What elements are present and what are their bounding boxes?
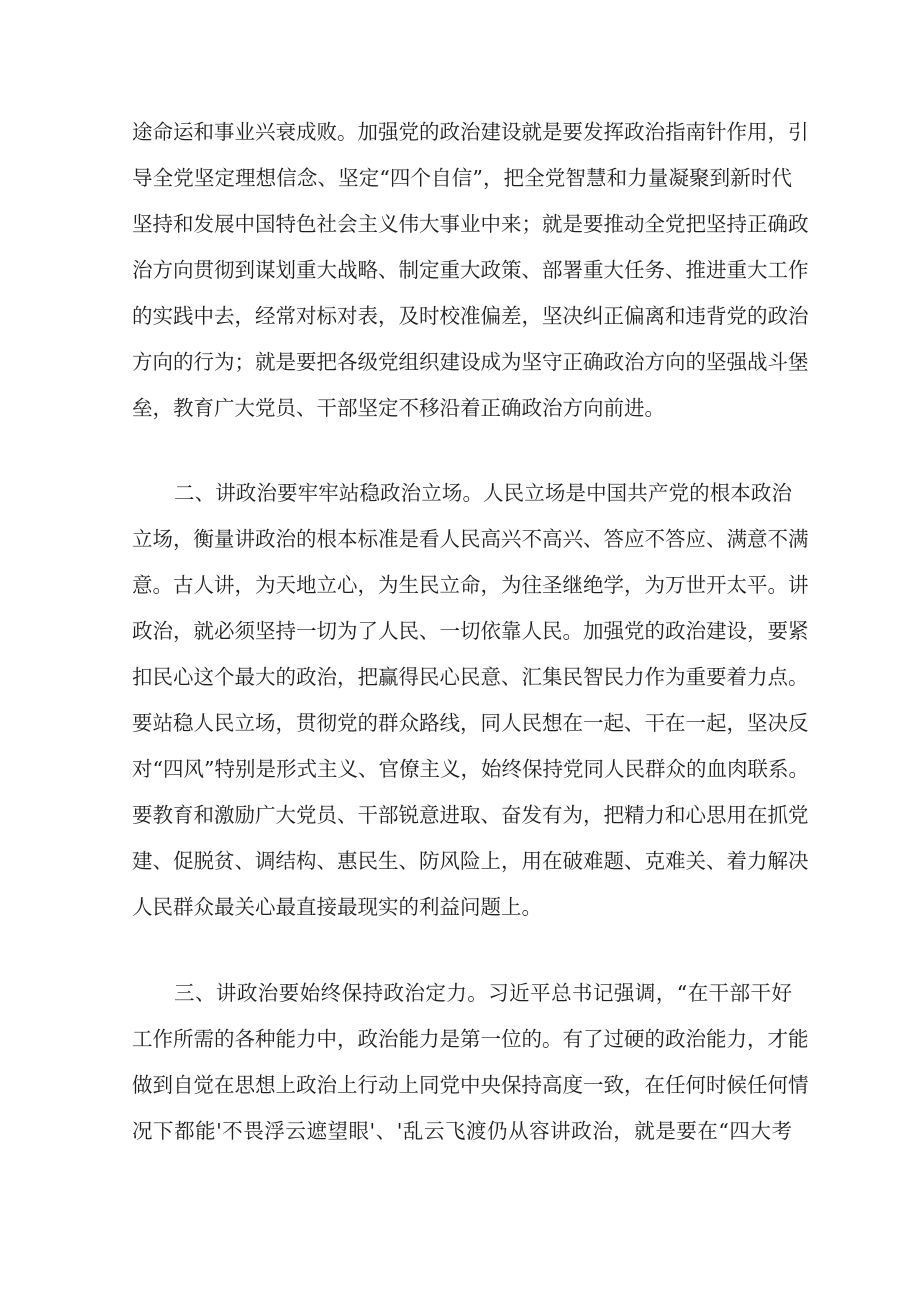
text-line: 的实践中去，经常对标对表，及时校准偏差，坚决纠正偏离和违背党的政治	[132, 304, 809, 328]
text-line: 导全党坚定理想信念、坚定“四个自信”，把全党智慧和力量凝聚到新时代	[132, 166, 792, 190]
text-line: 对“四风”特别是形式主义、官僚主义，始终保持党同人民群众的血肉联系。	[132, 757, 809, 781]
text-line: 二、讲政治要牢牢站稳政治立场。人民立场是中国共产党的根本政治	[174, 481, 792, 505]
paragraph-1	[132, 109, 809, 431]
text-line: 建、促脱贫、调结构、惠民生、防风险上，用在破难题、克难关、着力解决	[132, 849, 809, 873]
text-line: 方向的行为；就是要把各级党组织建设成为坚守正确政治方向的坚强战斗堡	[132, 350, 809, 374]
text-line: 况下都能'不畏浮云遮望眼'、'乱云飞渡仍从容讲政治，就是要在“四大考	[132, 1119, 792, 1143]
text-line: 途命运和事业兴衰成败。加强党的政治建设就是要发挥政治指南针作用，引	[132, 120, 809, 144]
text-line: 立场，衡量讲政治的根本标准是看人民高兴不高兴、答应不答应、满意不满	[132, 527, 809, 551]
text-line: 要教育和激励广大党员、干部锐意进取、奋发有为，把精力和心思用在抓党	[132, 803, 809, 827]
paragraph-3	[132, 970, 809, 1154]
text-line: 治方向贯彻到谋划重大战略、制定重大政策、部署重大任务、推进重大工作	[132, 258, 809, 282]
text-line: 垒，教育广大党员、干部坚定不移沿着正确政治方向前进。	[132, 396, 665, 420]
text-line: 工作所需的各种能力中，政治能力是第一位的。有了过硬的政治能力，才能	[132, 1027, 809, 1051]
text-line: 坚持和发展中国特色社会主义伟大事业中来；就是要推动全党把坚持正确政	[132, 212, 809, 236]
text-line: 意。古人讲，为天地立心，为生民立命，为往圣继绝学，为万世开太平。讲	[132, 573, 809, 597]
text-line: 扣民心这个最大的政治，把赢得民心民意、汇集民智民力作为重要着力点。	[132, 665, 809, 689]
text-line: 要站稳人民立场，贯彻党的群众路线，同人民想在一起、干在一起，坚决反	[132, 711, 809, 735]
text-line: 人民群众最关心最直接最现实的利益问题上。	[132, 895, 542, 919]
text-line: 三、讲政治要始终保持政治定力。习近平总书记强调，“在干部干好	[174, 981, 792, 1005]
paragraph-2	[132, 470, 809, 930]
text-line: 政治，就必须坚持一切为了人民、一切依靠人民。加强党的政治建设，要紧	[132, 619, 809, 643]
text-line: 做到自觉在思想上政治上行动上同党中央保持高度一致，在任何时候任何情	[132, 1073, 809, 1097]
